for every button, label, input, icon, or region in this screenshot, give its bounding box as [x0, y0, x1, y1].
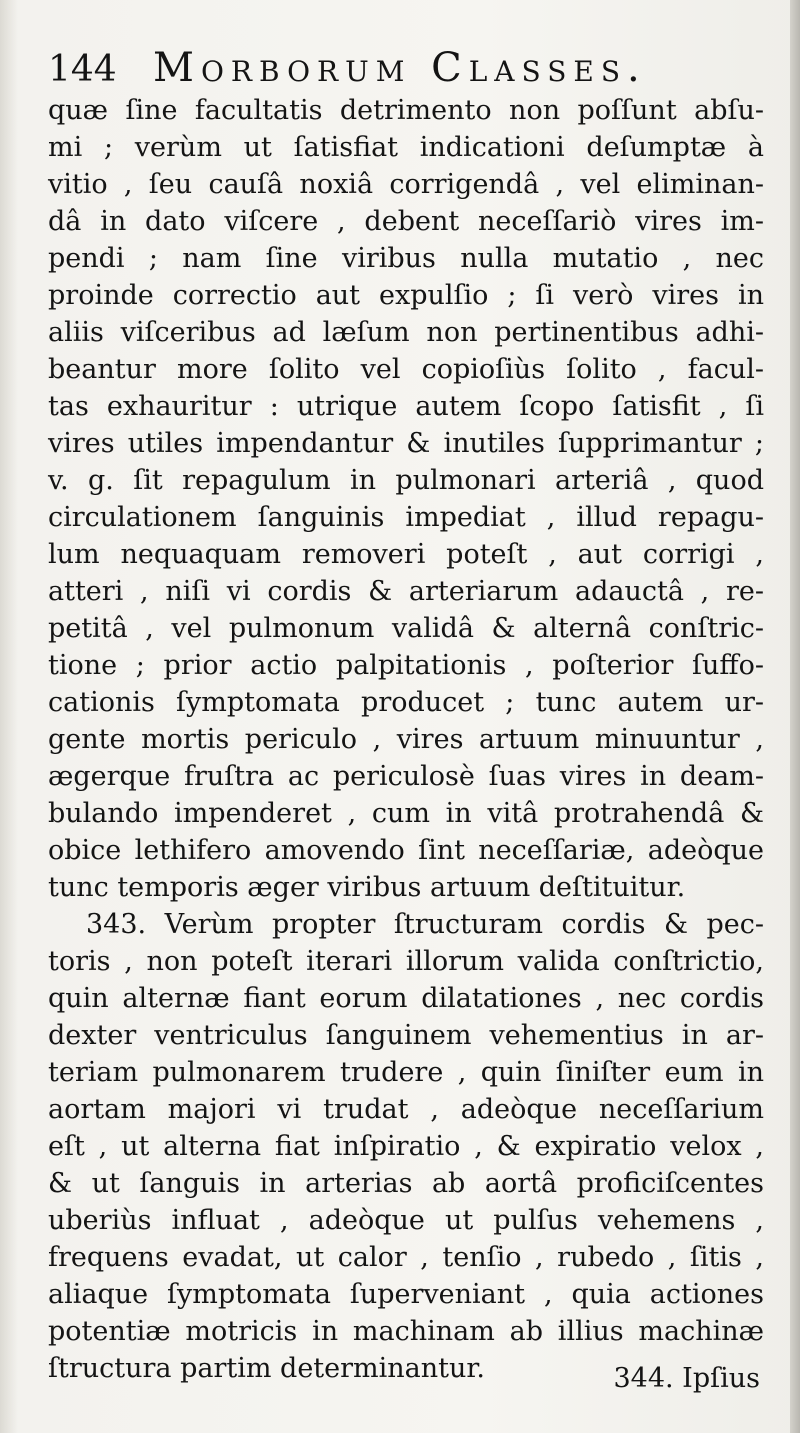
text-line: atteri , niſi vi cordis & arteriarum adauctâ , re- [48, 576, 764, 607]
text-body [48, 92, 764, 1387]
text-line: dexter ventriculus ſanguinem vehementius in ar- [48, 1020, 764, 1051]
text-line: & ut ſanguis in arterias ab aortâ proficiſcentes [48, 1168, 764, 1199]
page-edge [790, 0, 800, 1433]
text-line: ſtructura partim determinantur. [48, 1353, 485, 1384]
paragraph-343 [48, 906, 764, 1387]
text-line: tione ; prior actio palpitationis , poſterior ſuffo- [48, 650, 764, 681]
text-line: quæ ſine facultatis detrimento non poſſunt abſu- [48, 95, 764, 126]
text-line: frequens evadat, ut calor , tenſio , rubedo , ſitis , [48, 1242, 764, 1273]
text-line: mi ; verùm ut ſatisfiat indicationi deſumptæ à [48, 132, 764, 163]
text-line: cationis ſymptomata producet ; tunc autem ur- [48, 687, 764, 718]
text-line: vitio , ſeu cauſâ noxiâ corrigendâ , vel eliminan- [48, 169, 764, 200]
text-line: aliis viſceribus ad læſum non pertinentibus adhi- [48, 317, 764, 348]
text-line: obice lethifero amovendo ſint neceſſariæ, adeòque [48, 835, 764, 866]
text-line: bulando impenderet , cum in vitâ protrahendâ & [48, 798, 764, 829]
text-line: vires utiles impendantur & inutiles ſupprimantur ; [48, 428, 764, 459]
text-line: proinde correctio aut expulſio ; ſi verò vires in [48, 280, 764, 311]
paragraph-1 [48, 92, 764, 906]
text-line: aliaque ſymptomata ſuperveniant , quia actiones [48, 1279, 764, 1310]
text-line: tunc temporis æger viribus artuum deſtituitur. [48, 872, 686, 903]
text-line: lum nequaquam removeri poteſt , aut corrigi , [48, 539, 764, 570]
text-line: pendi ; nam ſine viribus nulla mutatio , nec [48, 243, 764, 274]
text-line: petitâ , vel pulmonum validâ & alternâ conſtric- [48, 613, 764, 644]
text-line: toris , non poteſt iterari illorum valida conſtrictio, [48, 946, 764, 977]
running-head: Morborum Classes. [153, 45, 647, 91]
text-line: gente mortis periculo , vires artuum minuuntur , [48, 724, 764, 755]
text-line: uberiùs influat , adeòque ut pulſus vehemens , [48, 1205, 764, 1236]
catchword: 344. Ipſius [613, 1363, 760, 1394]
text-line: ægerque fruſtra ac periculosè ſuas vires in deam- [48, 761, 764, 792]
text-line: aortam majori vi trudat , adeòque neceſſarium [48, 1094, 764, 1125]
text-line: tas exhauritur : utrique autem ſcopo ſatisfit , ſi [48, 391, 764, 422]
text-line: v. g. ſit repagulum in pulmonari arteriâ , quod [48, 465, 764, 496]
text-line: circulationem ſanguinis impediat , illud repagu- [48, 502, 764, 533]
text-line: 343. Verùm propter ſtructuram cordis & pec- [86, 909, 764, 940]
text-line: potentiæ motricis in machinam ab illius machinæ [48, 1316, 764, 1347]
text-line: beantur more ſolito vel copioſiùs ſolito , facul- [48, 354, 764, 385]
page-number: 144 [48, 49, 117, 90]
text-line: eſt , ut alterna fiat inſpiratio , & expiratio velox , [48, 1131, 764, 1162]
page-header [48, 44, 768, 92]
text-line: dâ in dato viſcere , debent neceſſariò vires im- [48, 206, 764, 237]
text-line: quin alternæ fiant eorum dilatationes , nec cordis [48, 983, 764, 1014]
text-line: teriam pulmonarem trudere , quin ſiniſter eum in [48, 1057, 764, 1088]
